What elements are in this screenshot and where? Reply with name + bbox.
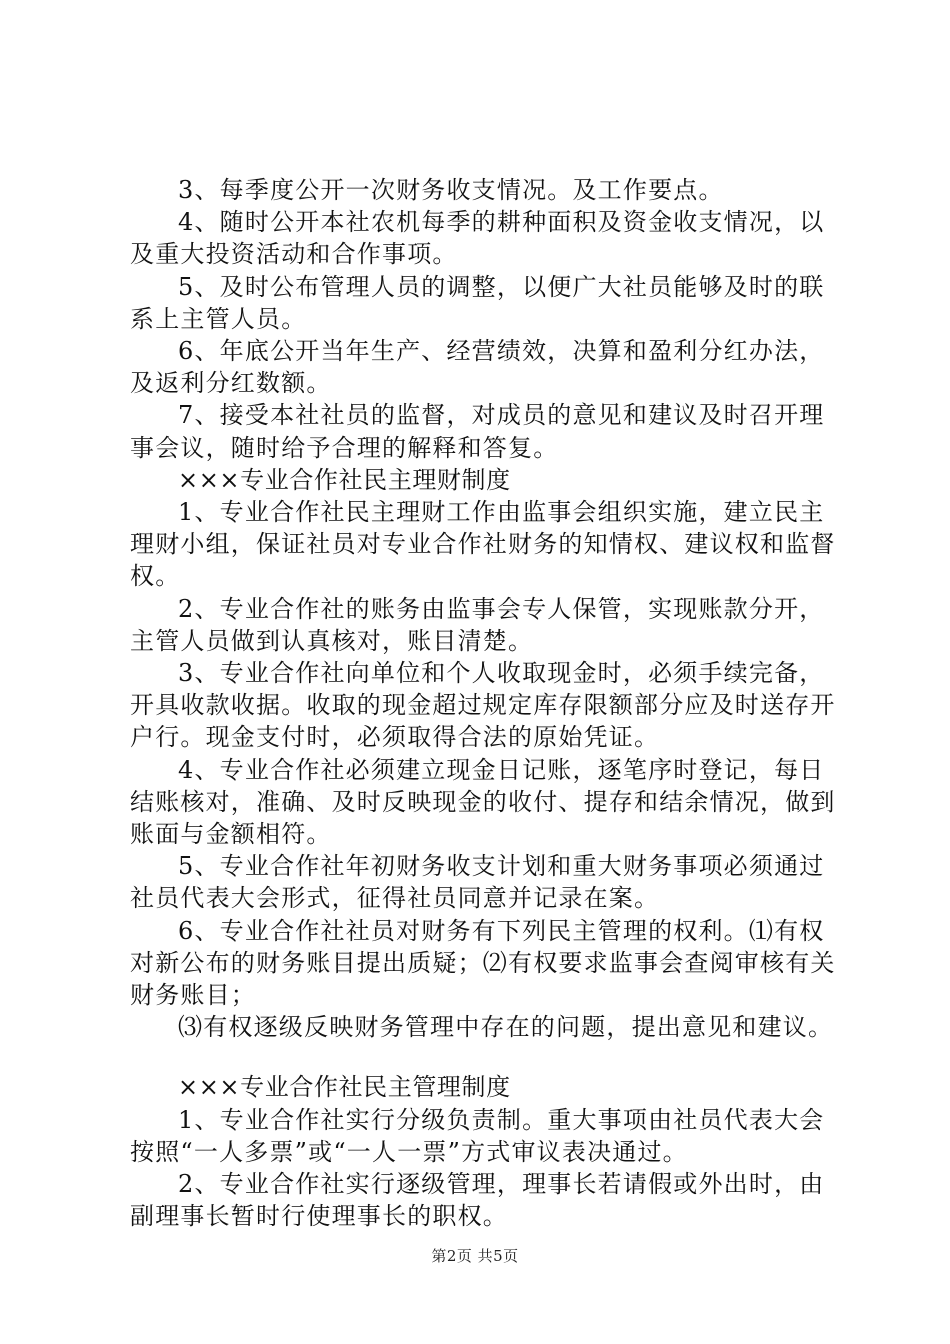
paragraph: 7、接受本社社员的监督，对成员的意见和建议及时召开理事会议，随时给予合理的解释和答复。: [130, 401, 825, 462]
paragraph: 4、专业合作社必须建立现金日记账，逐笔序时登记，每日结账核对，准确、及时反映现金的收付、提存和结余情况，做到账面与金额相符。: [130, 755, 836, 849]
paragraph: 6、年底公开当年生产、经营绩效，决算和盈利分红办法，及返利分红数额。: [130, 337, 825, 398]
paragraph: 2、专业合作社实行逐级管理，理事长若请假或外出时，由副理事长暂时行使理事长的职权。: [130, 1170, 825, 1231]
section-heading-management: ×××专业合作社民主管理制度: [178, 1073, 511, 1102]
blank-line: [130, 1043, 845, 1071]
paragraph: 1、专业合作社实行分级负责制。重大事项由社员代表大会按照“一人多票”或“一人一票”方式审议表决通过。: [130, 1105, 825, 1166]
paragraph: 5、及时公布管理人员的调整，以便广大社员能够及时的联系上主管人员。: [130, 272, 825, 333]
paragraph: 6、专业合作社社员对财务有下列民主管理的权利。⑴有权对新公布的财务账目提出质疑；⑵有权要求监事会查阅审核有关财务账目；: [130, 916, 836, 1010]
paragraph: ⑶有权逐级反映财务管理中存在的问题，提出意见和建议。: [178, 1013, 834, 1042]
paragraph: 2、专业合作社的账务由监事会专人保管，实现账款分开，主管人员做到认真核对，账目清楚。: [130, 594, 825, 655]
document-body: [130, 174, 845, 1233]
paragraph: 4、随时公开本社农机每季的耕种面积及资金收支情况，以及重大投资活动和合作事项。: [130, 208, 825, 269]
paragraph: 1、专业合作社民主理财工作由监事会组织实施，建立民主理财小组，保证社员对专业合作社财务的知情权、建议权和监督权。: [130, 498, 836, 591]
paragraph: 3、专业合作社向单位和个人收取现金时，必须手续完备，开具收款收据。收取的现金超过规定库存限额部分应及时送存开户行。现金支付时，必须取得合法的原始凭证。: [130, 659, 836, 752]
paragraph: 5、专业合作社年初财务收支计划和重大财务事项必须通过社员代表大会形式，征得社员同意并记录在案。: [130, 852, 825, 913]
section-heading-finance: ×××专业合作社民主理财制度: [178, 465, 511, 494]
paragraph: 3、每季度公开一次财务收支情况。及工作要点。: [178, 176, 724, 204]
page-footer: 第2页 共5页: [431, 1247, 519, 1265]
